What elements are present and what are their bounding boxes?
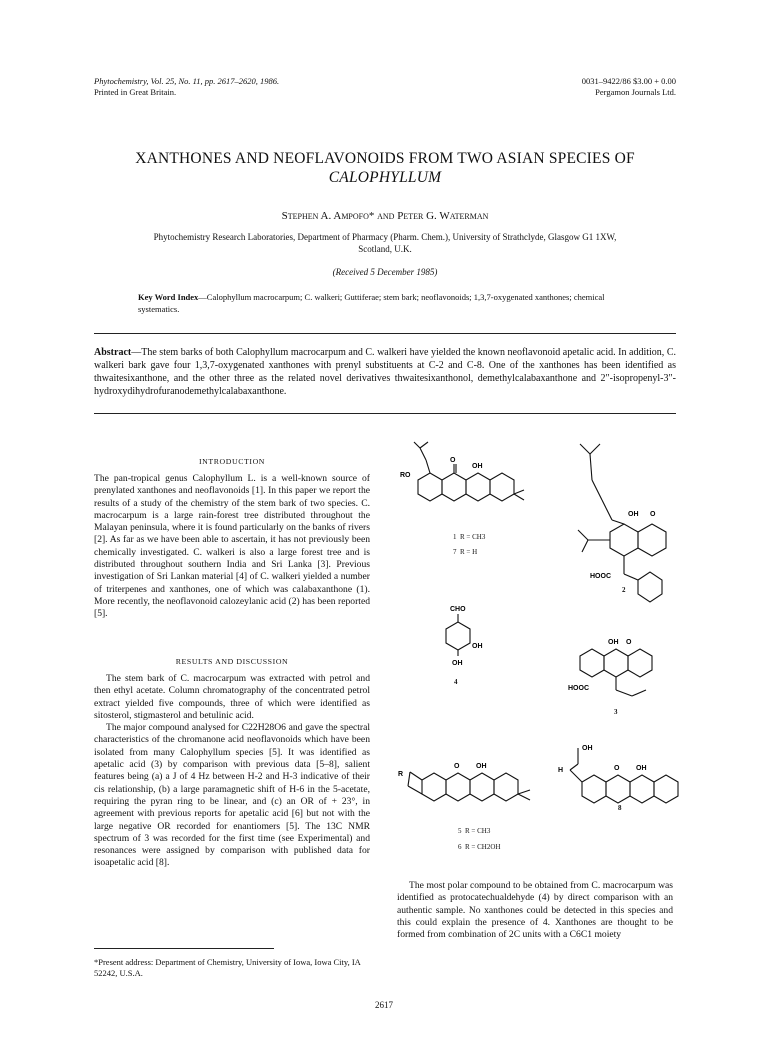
structure-2-drawing (570, 440, 680, 610)
structure-5-number: 5 (458, 827, 462, 835)
structure-1 (398, 440, 528, 556)
structure-1-sub: R = CH3 (460, 533, 486, 541)
structure-6-label (458, 843, 500, 851)
structure-5-sub: R = CH3 (465, 827, 491, 835)
title-line-1: XANTHONES AND NEOFLAVONOIDS FROM TWO ASIAN SPECIES OF (135, 150, 635, 167)
issn-line: 0031–9422/86 $3.00 + 0.00 (581, 76, 676, 86)
structure-7-label (453, 548, 477, 556)
structure-5-drawing (398, 752, 548, 822)
structure-6-sub: R = CH2OH (465, 843, 501, 851)
ro-label: RO (400, 472, 411, 479)
oh-label-5: OH (476, 763, 487, 770)
authors: Stephen A. Ampofo* and Peter G. Waterman (281, 210, 489, 222)
intro-body (94, 473, 370, 621)
structure-8-drawing (556, 740, 686, 830)
paper-title (94, 149, 676, 187)
keyword-index (138, 291, 643, 315)
intro-paragraph: The pan-tropical genus Calophyllum L. is a well-known source of prenylated xanthones and neoflavonoids [1]. In this paper we report the results of a study of the chemistry of the stem bark of two species. C. macrocarpum is a large rain-forest tree distributed throughout the Malayan peninsula, where it is found particularly on the banks of rivers [2]. As far as we have been able to ascertain, it has not previously been chemically investigated. C. walkeri is also a large forest tree and is distributed throughout southern India and Sri Lanka [3]. Previous investigation of Sri Lankan material [4] of C. walkeri yielded a number of triterpenes and xanthones, one of which was calabaxanthone (1). More recently, the neoflavonoid calozeylanic acid (2) has been reported [5]. (94, 473, 370, 620)
structure-1-drawing (398, 440, 528, 520)
abstract-label: Abstract (94, 347, 132, 358)
carbonyl-o-8: O (614, 765, 620, 772)
affiliation-line-2: Scotland, U.K. (358, 244, 412, 254)
structure-2 (570, 440, 680, 615)
printed-line: Printed in Great Britain. (94, 87, 177, 97)
intro-heading: INTRODUCTION (198, 457, 266, 466)
r-label-5: R (398, 771, 404, 778)
structure-5 (398, 752, 548, 851)
structure-3-drawing (560, 630, 680, 710)
page-number: 2617 (375, 1000, 393, 1010)
abstract-text: —The stem barks of both Calophyllum macrocarpum and C. walkeri have yielded the known neoflavonoid apetalic acid. In addition, C. walkeri bark gave four 1,3,7-oxygenated xanthones with prenyl substituents at C-2 and C-8. One of the xanthones has been identified as thwaitesixanthone, and the other three as the related novel derivatives thwaitesixanthonol, demethylcalabaxanthone and 2″-isopropenyl-3″-hydroxydihydrofuranodemethylcalabaxanthone. (94, 347, 676, 397)
hydroxyl-label-2: OH (628, 511, 639, 518)
oh-label-4a: OH (472, 643, 483, 650)
oh-label-3: OH (608, 639, 619, 646)
oh-label-8: OH (582, 745, 593, 752)
right-paragraph: The most polar compound to be obtained from C. macrocarpum was identified as protocatechualdehyde (4) by direct comparison with an authentic sample. No xanthones could be detected in this species and this could explain the presence of 4. Xanthones are thought to be formed from combination of 2C units with a C6C1 moiety (397, 880, 673, 941)
affiliation (94, 231, 676, 255)
oh-label-8b: OH (636, 765, 647, 772)
structure-5-label (458, 827, 490, 835)
title-line-2: CALOPHYLLUM (328, 169, 442, 186)
abstract (94, 346, 676, 398)
citation-line: Phytochemistry, Vol. 25, No. 11, pp. 2617–2620, 1986. (94, 76, 280, 86)
structure-3 (560, 630, 680, 715)
footnote: *Present address: Department of Chemistry, University of Iowa, Iowa City, IA 52242, U.S.A. (94, 957, 361, 978)
results-body (94, 673, 370, 870)
hooc-label-3: HOOC (568, 685, 589, 692)
journal-code (582, 76, 676, 98)
rule-bottom (94, 413, 676, 414)
structure-7-number: 7 (453, 548, 457, 556)
hooc-label: HOOC (590, 573, 611, 580)
structure-7-sub: R = H (460, 548, 478, 556)
structure-4-drawing (438, 600, 498, 670)
carbonyl-o-2: O (650, 511, 656, 518)
affiliation-line-1: Phytochemistry Research Laboratories, Department of Pharmacy (Pharm. Chem.), University of Strathclyde, Glasgow G1 1XW, (153, 232, 617, 242)
structure-4-number: 4 (454, 678, 458, 686)
structure-1-number: 1 (453, 533, 457, 541)
carbonyl-o-3: O (626, 639, 632, 646)
carbonyl-o-5: O (454, 763, 460, 770)
rule-top (94, 333, 676, 334)
results-paragraph-2: The major compound analysed for C22H28O6 and gave the spectral characteristics of the chromanone acid neoflavonoids which have been isolated from many Calophyllum species [5]. It was identified as apetalic acid (3) by comparison with previous data [5–8], salient features being (a) a J of 4 Hz between H-2 and H-3 indicative of their cis relationship, (b) a large paramagnetic shift of H-6 in the 5-acetate, requiring the pyran ring to be linear, and (c) an OR of + 23°, in agreement with previous reports for apetalic acid [6] but not with the large negative OR recorded for enantiomers [5]. The 13C NMR spectrum of 3 was recorded for the first time (see Experimental) and resonances were assigned by comparison with published data for isoapetalic acid [8]. (94, 722, 370, 869)
structure-3-number: 3 (614, 708, 618, 716)
hydroxyl-label: OH (472, 463, 483, 470)
oh-label-4b: OH (452, 660, 463, 667)
footnote-rule (94, 948, 274, 949)
structure-8 (556, 740, 686, 835)
structure-4 (438, 600, 498, 686)
carbonyl-o: O (450, 457, 456, 464)
keyword-label: Key Word Index (138, 292, 199, 302)
journal-citation (94, 76, 279, 98)
structure-2-number: 2 (622, 586, 626, 594)
publisher-line: Pergamon Journals Ltd. (595, 87, 676, 97)
received-date: (Received 5 December 1985) (332, 267, 438, 277)
structure-1-label (453, 533, 485, 541)
right-column-body (397, 880, 673, 941)
h-label-8: H (558, 767, 564, 774)
cho-label: CHO (450, 606, 466, 613)
results-heading: RESULTS AND DISCUSSION (175, 657, 289, 666)
results-paragraph-1: The stem bark of C. macrocarpum was extracted with petrol and then ethyl acetate. Column chromatography of the concentrated petrol extract yielded five compounds, three of which were identified as sitosterol, stigmasterol and betulinic acid. (94, 673, 370, 721)
structure-6-number: 6 (458, 843, 462, 851)
keyword-text: —Calophyllum macrocarpum; C. walkeri; Guttiferae; stem bark; neoflavonoids; 1,3,7-oxygenated xanthones; chemical systematics. (138, 292, 605, 314)
structure-8-number: 8 (618, 804, 622, 812)
